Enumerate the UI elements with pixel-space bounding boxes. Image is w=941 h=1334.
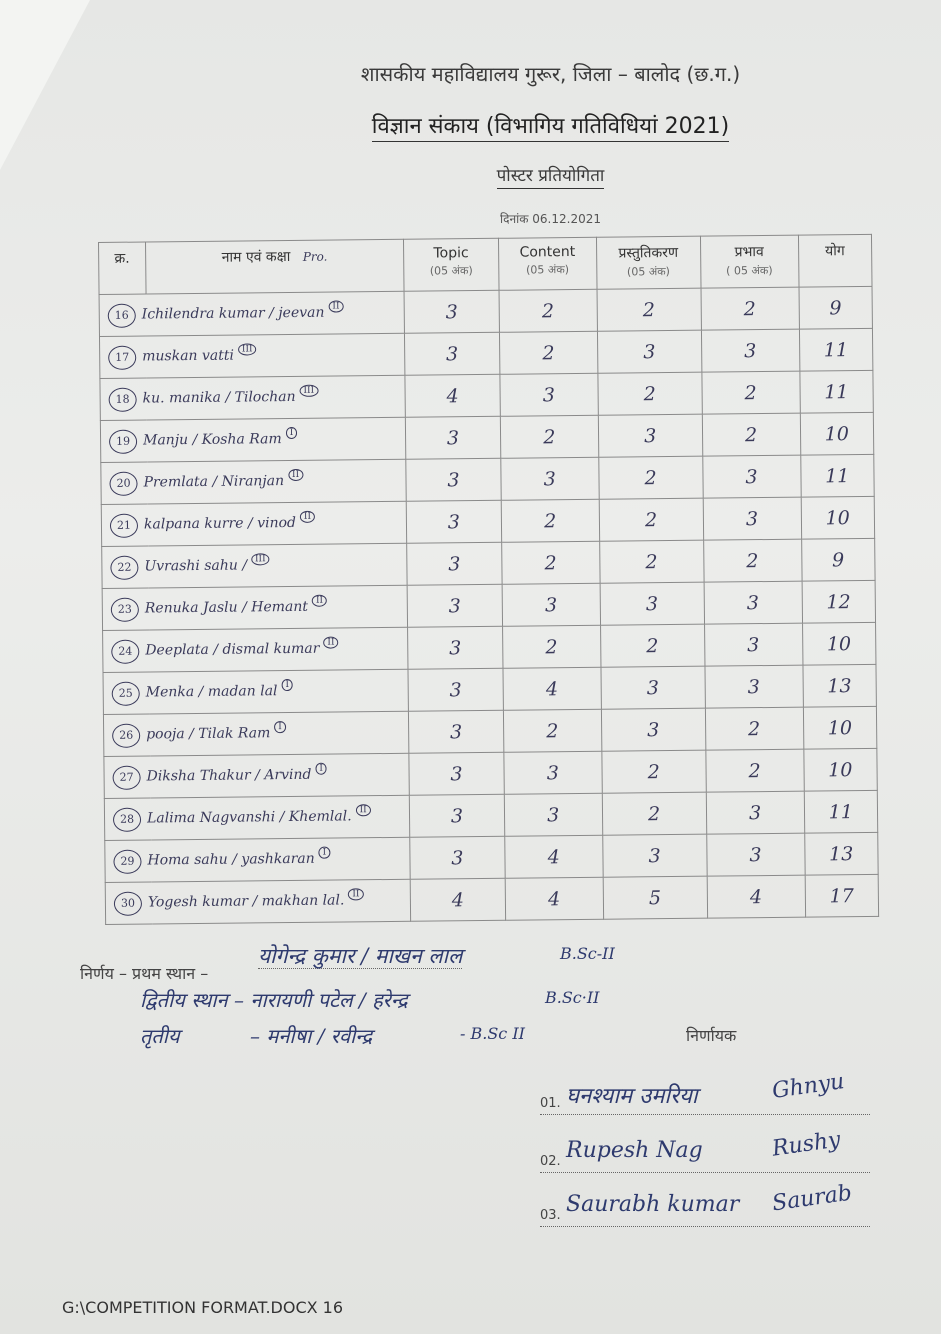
serial-number: 24	[111, 639, 139, 663]
serial-number: 18	[109, 387, 137, 411]
cell-topic: 3	[405, 416, 500, 459]
cell-impact: 3	[706, 791, 804, 834]
class-badge: II	[323, 636, 338, 648]
cell-total: 10	[803, 748, 877, 791]
cell-name	[105, 879, 411, 924]
cell-presentation: 2	[599, 498, 703, 541]
table-body	[99, 286, 879, 924]
header-content-sub: (05 अंक)	[526, 263, 570, 277]
judges-title: निर्णायक	[686, 1026, 737, 1045]
class-badge: II	[328, 300, 343, 312]
table-header-row	[99, 234, 873, 294]
serial-number: 16	[108, 303, 136, 327]
cell-total: 11	[799, 328, 873, 371]
cell-presentation: 3	[600, 582, 704, 625]
class-badge: I	[281, 678, 293, 690]
class-badge: II	[348, 888, 363, 900]
class-badge: I	[286, 426, 298, 438]
header-content-text: Content	[519, 244, 576, 261]
third-place-class: - B.Sc II	[460, 1024, 525, 1043]
cell-impact: 2	[701, 371, 799, 414]
cell-impact: 4	[707, 875, 805, 918]
serial-number: 25	[112, 681, 140, 705]
cell-content: 3	[500, 373, 598, 416]
judge-line	[540, 1180, 870, 1227]
serial-number: 19	[109, 429, 137, 453]
header-presentation	[596, 236, 700, 289]
first-place-class: B.Sc-II	[560, 944, 615, 963]
class-badge: II	[288, 468, 303, 480]
student-name: Ichilendra kumar / jeevan	[141, 304, 325, 323]
cell-name	[103, 711, 409, 756]
cell-topic: 3	[410, 836, 505, 879]
cell-impact: 3	[704, 581, 802, 624]
faculty-title	[80, 110, 941, 140]
cell-total: 11	[804, 790, 878, 833]
header-topic-sub: (05 अंक)	[429, 264, 473, 278]
class-badge: I	[315, 762, 327, 774]
event-title	[80, 163, 941, 186]
cell-content: 3	[501, 457, 599, 500]
cell-name	[100, 375, 406, 420]
cell-total: 10	[802, 622, 876, 665]
page-fold	[0, 0, 90, 170]
judge-name: घनश्याम उमरिया	[566, 1084, 698, 1109]
header-name-text: नाम एवं कक्षा	[221, 248, 291, 266]
cell-topic: 3	[408, 626, 503, 669]
header-impact-sub: ( 05 अंक)	[726, 263, 773, 278]
cell-topic: 3	[409, 752, 504, 795]
student-name: Yogesh kumar / makhan lal.	[147, 891, 345, 911]
cell-presentation: 3	[602, 834, 706, 877]
cell-impact: 3	[703, 497, 801, 540]
third-place-name: – मनीषा / रवीन्द्र	[250, 1024, 373, 1048]
header-impact	[700, 235, 798, 288]
student-name: muskan vatti	[142, 347, 235, 365]
judge-signature: Saurab	[770, 1180, 854, 1217]
student-name: Homa sahu / yashkaran	[147, 850, 315, 869]
cell-presentation: 2	[602, 750, 706, 793]
serial-number: 26	[112, 723, 140, 747]
cell-impact: 2	[705, 749, 803, 792]
student-name: Renuka Jaslu / Hemant	[144, 598, 309, 617]
cell-topic: 4	[405, 374, 500, 417]
cell-total: 13	[802, 664, 876, 707]
class-badge: I	[319, 846, 331, 858]
marks-table	[98, 234, 879, 925]
cell-name	[104, 795, 410, 840]
serial-number: 22	[110, 555, 138, 579]
cell-topic: 3	[408, 668, 503, 711]
cell-total: 11	[800, 454, 874, 497]
cell-topic: 3	[406, 500, 501, 543]
cell-presentation: 2	[599, 540, 703, 583]
class-badge: II	[355, 804, 370, 816]
cell-name	[99, 333, 405, 378]
third-place-label: तृतीय	[140, 1024, 180, 1048]
cell-impact: 3	[701, 329, 799, 372]
cell-total: 17	[805, 874, 879, 917]
serial-number: 23	[111, 597, 139, 621]
header-name	[145, 239, 404, 294]
serial-number: 30	[114, 891, 142, 915]
file-path-footer: G:\COMPETITION FORMAT.DOCX 16	[62, 1298, 344, 1317]
header-topic-text: Topic	[433, 245, 469, 262]
judge-line	[540, 1069, 870, 1115]
cell-name	[99, 291, 405, 336]
cell-name	[100, 417, 406, 462]
cell-presentation: 3	[597, 330, 701, 373]
cell-impact: 3	[704, 623, 802, 666]
judge-number: 01.	[540, 1096, 561, 1111]
cell-impact: 2	[703, 539, 801, 582]
second-place-class: B.Sc·II	[545, 988, 600, 1007]
cell-name	[103, 669, 409, 714]
student-name: Menka / madan lal	[145, 682, 278, 701]
cell-presentation: 2	[598, 372, 702, 415]
judge-signature: Ghnyu	[770, 1069, 846, 1104]
first-place-name	[258, 942, 462, 970]
cell-presentation: 3	[598, 414, 702, 457]
cell-total: 10	[801, 496, 875, 539]
serial-number: 27	[112, 765, 140, 789]
student-name: Premlata / Niranjan	[143, 472, 285, 491]
student-name: Diksha Thakur / Arvind	[146, 766, 312, 785]
judge-number: 03.	[540, 1208, 561, 1223]
cell-presentation: 2	[597, 288, 701, 331]
cell-total: 11	[799, 370, 873, 413]
header-content	[498, 237, 597, 290]
first-place-text: योगेन्द्र कुमार / माखन लाल	[258, 944, 463, 968]
cell-topic: 4	[410, 878, 505, 921]
header-topic	[404, 238, 499, 291]
cell-content: 2	[501, 541, 599, 584]
cell-topic: 3	[404, 290, 499, 333]
judge-line	[540, 1127, 870, 1173]
header-presentation-text: प्रस्तुतिकरण	[618, 244, 679, 262]
second-place-name: द्वितीय स्थान – नारायणी पटेल / हरेन्द्र	[140, 988, 408, 1012]
result-label: निर्णय – प्रथम स्थान –	[80, 964, 209, 983]
student-name: Uvrashi sahu /	[144, 556, 248, 575]
cell-content: 3	[504, 751, 602, 794]
cell-name	[101, 501, 407, 546]
table-row	[105, 874, 878, 924]
cell-topic: 3	[405, 332, 500, 375]
college-name: शासकीय महाविद्यालय गुरूर, जिला – बालोद (छ.ग.)	[360, 62, 741, 86]
judge-number: 02.	[540, 1154, 561, 1169]
cell-total: 13	[804, 832, 878, 875]
student-name: Manju / Kosha Ram	[142, 430, 282, 449]
cell-content: 4	[503, 667, 601, 710]
cell-presentation: 2	[600, 624, 704, 667]
serial-number: 29	[113, 849, 141, 873]
cell-content: 2	[500, 415, 598, 458]
cell-presentation: 5	[603, 876, 707, 919]
cell-name	[102, 543, 408, 588]
cell-total: 12	[802, 580, 876, 623]
cell-impact: 2	[702, 413, 800, 456]
cell-impact: 3	[705, 665, 803, 708]
class-badge: III	[251, 553, 270, 565]
cell-impact: 2	[705, 707, 803, 750]
class-badge: II	[312, 594, 327, 606]
header-name-extra: Pro.	[302, 249, 328, 264]
cell-presentation: 3	[601, 708, 705, 751]
cell-content: 2	[501, 499, 599, 542]
cell-impact: 2	[701, 287, 799, 330]
cell-content: 3	[502, 583, 600, 626]
student-name: Lalima Nagvanshi / Khemlal.	[146, 807, 352, 827]
serial-number: 20	[109, 471, 137, 495]
serial-number: 28	[113, 807, 141, 831]
judge-name: Rupesh Nag	[566, 1138, 703, 1163]
cell-impact: 3	[702, 455, 800, 498]
header-impact-text: प्रभाव	[734, 244, 764, 261]
cell-topic: 3	[406, 458, 501, 501]
event-title-text: पोस्टर प्रतियोगिता	[497, 166, 605, 189]
cell-name	[101, 459, 407, 504]
cell-name	[104, 753, 410, 798]
judge-name: Saurabh kumar	[566, 1192, 740, 1217]
cell-presentation: 2	[602, 792, 706, 835]
student-name: ku. manika / Tilochan	[142, 388, 296, 407]
class-badge: III	[238, 343, 257, 355]
cell-presentation: 2	[599, 456, 703, 499]
cell-topic: 3	[407, 584, 502, 627]
cell-total: 9	[801, 538, 875, 581]
cell-content: 2	[499, 289, 597, 332]
header-presentation-sub: (05 अंक)	[626, 265, 671, 279]
class-badge: I	[274, 721, 286, 733]
cell-total: 10	[800, 412, 874, 455]
class-badge: II	[300, 510, 315, 522]
cell-impact: 3	[706, 833, 804, 876]
cell-content: 2	[499, 331, 597, 374]
cell-name	[102, 585, 408, 630]
cell-name	[103, 627, 409, 672]
serial-number: 17	[108, 345, 136, 369]
student-name: kalpana kurre / vinod	[143, 514, 297, 533]
event-date: दिनांक 06.12.2021	[500, 212, 601, 226]
cell-content: 2	[503, 709, 601, 752]
header-sn: क्र.	[99, 242, 146, 294]
cell-name	[105, 837, 411, 882]
header-total: योग	[798, 234, 872, 287]
class-badge: III	[299, 384, 318, 396]
faculty-title-text: विज्ञान संकाय (विभागिय गतिविधियां 2021)	[372, 114, 729, 142]
cell-content: 4	[505, 835, 603, 878]
judge-signature: Rushy	[770, 1127, 843, 1162]
student-name: pooja / Tilak Ram	[146, 724, 271, 743]
cell-topic: 3	[407, 542, 502, 585]
cell-topic: 3	[409, 794, 504, 837]
cell-content: 4	[505, 877, 603, 920]
serial-number: 21	[110, 513, 138, 537]
cell-content: 2	[502, 625, 600, 668]
cell-total: 10	[803, 706, 877, 749]
student-name: Deeplata / dismal kumar	[145, 640, 320, 659]
cell-presentation: 3	[601, 666, 705, 709]
cell-topic: 3	[409, 710, 504, 753]
cell-total: 9	[799, 286, 873, 329]
cell-content: 3	[504, 793, 602, 836]
